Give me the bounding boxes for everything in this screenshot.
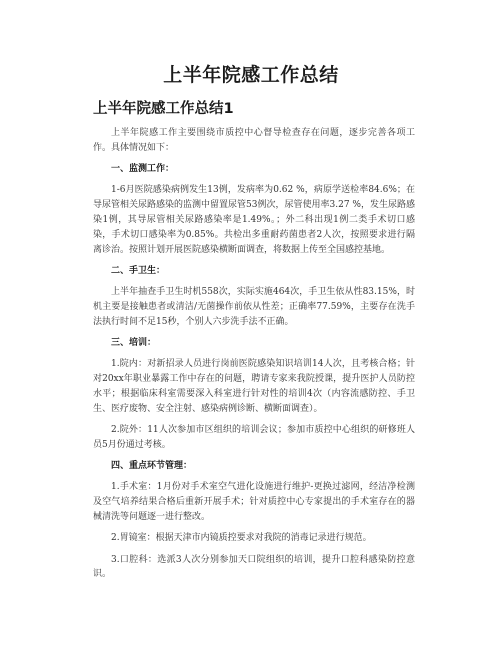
section-heading-monitoring: 一、监测工作： — [111, 164, 175, 175]
section-heading-training: 三、培训： — [111, 338, 157, 349]
section-title: 上半年院感工作总结1 — [93, 101, 234, 117]
document-title: 上半年院感工作总结 — [163, 64, 339, 86]
gastroscopy-paragraph: 2.胃镜室：根据天津市内镜质控要求对我院的消毒记录进行规范。 — [111, 533, 372, 544]
stomatology-paragraph: 3.口腔科：选派3人次分别参加天口院组织的培训，提升口腔科感染防控意识。 — [93, 554, 415, 580]
monitoring-paragraph: 1-6月医院感染病例发生13例，发病率为0.62 %，病原学送检率84.6%；在导尿管相关尿路感染的监测中留置尿管53例次，尿管使用率3.27 %，发生尿路感染1例，其导尿管相关尿路感染率是1.49%。；外二科出现1例二类手术切口感染，手术切口感染率为0.85%。共检出多重耐药菌患者2人次，按照要求进行隔离诊治。按照计划开展医院感染横断面调查，将数据上传至全国感控基地。 — [93, 185, 415, 255]
intro-paragraph: 上半年院感工作主要围绕市质控中心督导检查存在问题，逐步完善各项工作。具体情况如下： — [93, 128, 415, 153]
hand-hygiene-paragraph: 上半年抽查手卫生时机558次，实际实施464次，手卫生依从性83.15%，时机主要是接触患者或清洁/无菌操作前依从性差；正确率77.59%，主要存在洗手法执行时间不足15秒，个别人六步洗手法不正确。 — [93, 287, 415, 327]
section-heading-key-links: 四、重点环节管理： — [111, 461, 193, 472]
training-external-paragraph: 2.院外：11人次参加市区组织的培训会议；参加市质控中心组织的研修班人员5月份通过考核。 — [93, 425, 415, 450]
training-internal-paragraph: 1.院内：对新招录人员进行岗前医院感染知识培训14人次，且考核合格；针对20xx年职业暴露工作中存在的问题，聘请专家来我院授课，提升医护人员防控水平；根据临床科室需要深入科室进行针对性的培训4次（内容流感防控、手卫生、医疗废物、安全注射、感染病例诊断、横断面调查）。 — [93, 359, 415, 414]
operating-room-paragraph: 1.手术室：1月份对手术室空气进化设施进行维护-更换过滤网，经洁净检测及空气培养结果合格后重新开展手术；针对质控中心专家提出的手术室存在的器械清洗等问题逐一进行整改。 — [93, 482, 415, 523]
section-heading-hand-hygiene: 二、手卫生： — [111, 265, 166, 276]
document-body — [93, 126, 415, 589]
